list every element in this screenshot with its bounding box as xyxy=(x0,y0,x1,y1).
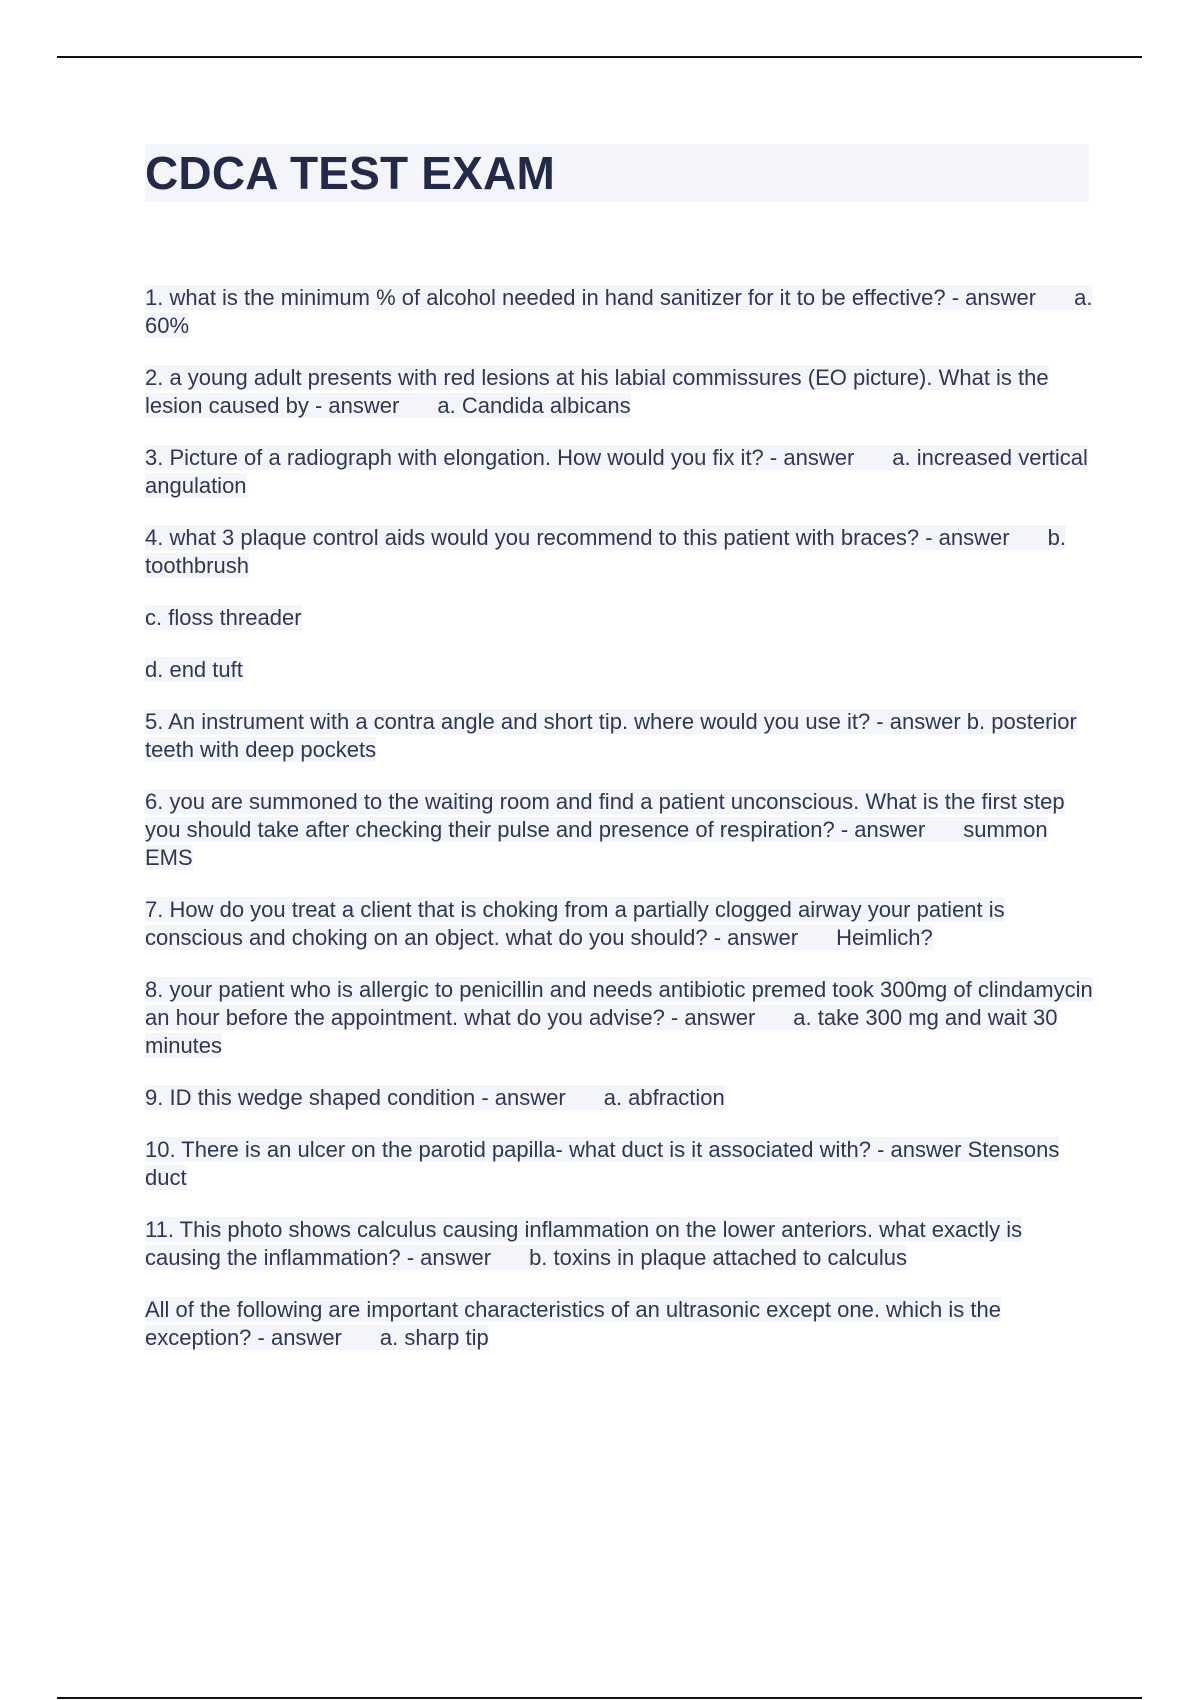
answer-text: b. toothbrush xyxy=(145,525,1066,578)
qa-item-1 xyxy=(145,284,1095,340)
qa-list xyxy=(145,284,1095,1376)
answer-text: a. abfraction xyxy=(603,1085,725,1110)
qa-item-9 xyxy=(145,1084,1095,1112)
answer-text: Heimlich? xyxy=(836,925,933,950)
qa-item-11 xyxy=(145,1216,1095,1272)
question-text: 9. ID this wedge shaped condition - answer xyxy=(145,1085,566,1110)
qa-item-8 xyxy=(145,976,1095,1060)
qa-item-6 xyxy=(145,788,1095,872)
question-text: 10. There is an ulcer on the parotid papilla- what duct is it associated with? - answer xyxy=(145,1137,962,1162)
answer-text: Stensons duct xyxy=(145,1137,1060,1190)
question-text: 8. your patient who is allergic to penicillin and needs antibiotic premed took 300mg of clindamycin an hour before the appointment. what do you advise? - answer xyxy=(145,977,1093,1030)
answer-text: a. Candida albicans xyxy=(437,393,631,418)
qa-item-3 xyxy=(145,444,1095,500)
qa-item-4-c xyxy=(145,604,1095,632)
qa-item-10 xyxy=(145,1136,1095,1192)
question-text: 6. you are summoned to the waiting room and find a patient unconscious. What is the first step you should take after checking their pulse and presence of respiration? - answer xyxy=(145,789,1065,842)
question-text: 7. How do you treat a client that is choking from a partially clogged airway your patient is conscious and choking on an object. what do you should? - answer xyxy=(145,897,1005,950)
answer-text: summon EMS xyxy=(145,817,1048,870)
question-text: 3. Picture of a radiograph with elongation. How would you fix it? - answer xyxy=(145,445,855,470)
qa-item-4 xyxy=(145,524,1095,580)
qa-item-5 xyxy=(145,708,1095,764)
answer-text: b. posterior teeth with deep pockets xyxy=(145,709,1077,762)
qa-item-12 xyxy=(145,1296,1095,1352)
bottom-rule xyxy=(57,1697,1142,1699)
question-text: 1. what is the minimum % of alcohol needed in hand sanitizer for it to be effective? - answer xyxy=(145,285,1037,310)
qa-item-7 xyxy=(145,896,1095,952)
qa-item-2 xyxy=(145,364,1095,420)
answer-text: b. toxins in plaque attached to calculus xyxy=(529,1245,907,1270)
answer-text: a. increased vertical angulation xyxy=(145,445,1088,498)
answer-text: d. end tuft xyxy=(145,657,243,682)
answer-text: a. 60% xyxy=(145,285,1093,338)
question-text: 5. An instrument with a contra angle and short tip. where would you use it? - answer xyxy=(145,709,961,734)
answer-text: a. sharp tip xyxy=(379,1325,489,1350)
answer-text: c. floss threader xyxy=(145,605,302,630)
question-text: 11. This photo shows calculus causing inflammation on the lower anteriors. what exactly is causing the inflammation? - answer xyxy=(145,1217,1023,1270)
answer-text: a. take 300 mg and wait 30 minutes xyxy=(145,1005,1058,1058)
top-rule xyxy=(57,56,1142,58)
question-text: All of the following are important characteristics of an ultrasonic except one. which is the exception? - answer xyxy=(145,1297,1001,1350)
question-text: 4. what 3 plaque control aids would you recommend to this patient with braces? - answer xyxy=(145,525,1010,550)
qa-item-4-d xyxy=(145,656,1095,684)
page-title: CDCA TEST EXAM xyxy=(145,147,555,199)
question-text: 2. a young adult presents with red lesions at his labial commissures (EO picture). What is the lesion caused by - answer xyxy=(145,365,1049,418)
